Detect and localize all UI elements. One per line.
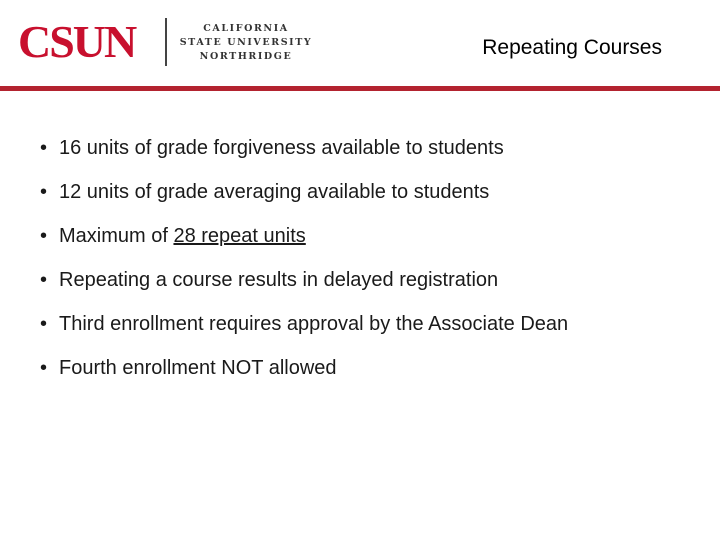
university-name-line2: STATE UNIVERSITY <box>179 37 313 48</box>
header-rule <box>0 86 720 91</box>
bullet-item <box>40 178 568 222</box>
bullet-text: 16 units of grade forgiveness available to students <box>59 137 504 159</box>
bullet-item <box>40 134 568 178</box>
bullet-text: Maximum of <box>59 225 174 247</box>
csun-logo: CSUN <box>18 16 136 67</box>
repeat-units-link[interactable]: 28 repeat units <box>173 225 306 247</box>
bullet-list <box>40 134 568 398</box>
bullet-text: Fourth enrollment NOT allowed <box>59 357 337 379</box>
bullet-item <box>40 222 568 266</box>
bullet-marker: • <box>40 357 48 379</box>
bullet-item <box>40 266 568 310</box>
bullet-item <box>40 354 568 398</box>
bullet-marker: • <box>40 181 48 203</box>
university-name <box>176 22 316 64</box>
university-name-line1: CALIFORNIA <box>203 23 289 34</box>
slide-header <box>0 0 720 86</box>
bullet-text: Repeating a course results in delayed registration <box>59 269 499 291</box>
bullet-text: 12 units of grade averaging available to students <box>59 181 490 203</box>
bullet-marker: • <box>40 137 48 159</box>
bullet-marker: • <box>40 225 48 247</box>
slide-title: Repeating Courses <box>482 36 662 59</box>
bullet-text: Third enrollment requires approval by the Associate Dean <box>59 313 569 335</box>
bullet-marker: • <box>40 313 48 335</box>
bullet-item <box>40 310 568 354</box>
university-name-line3: NORTHRIDGE <box>199 51 293 62</box>
logo-divider <box>165 18 167 66</box>
bullet-marker: • <box>40 269 48 291</box>
